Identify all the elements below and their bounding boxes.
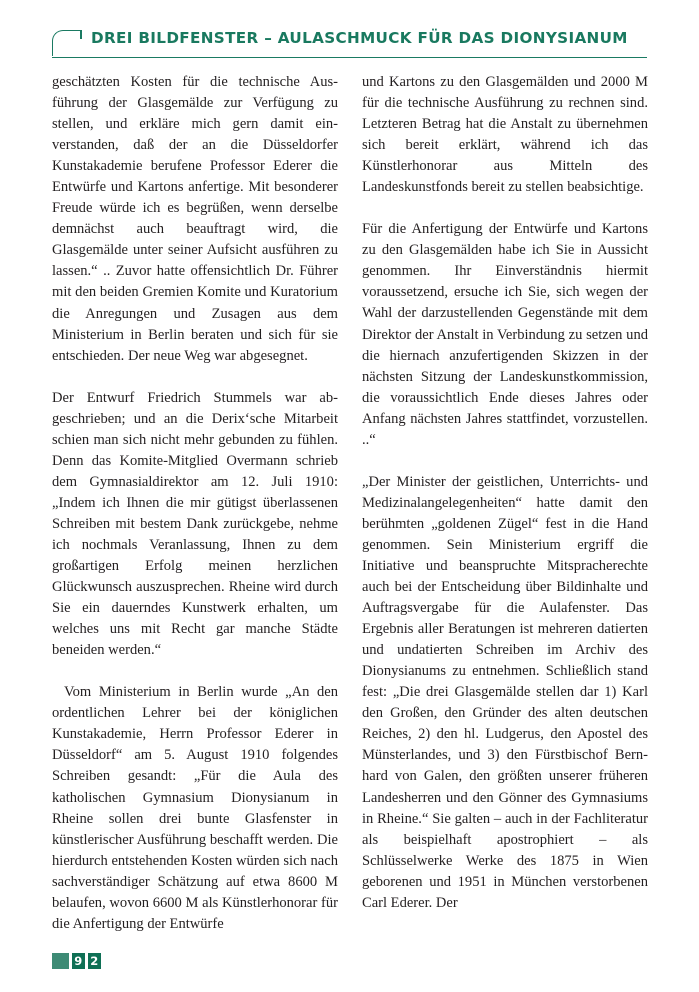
header-divider [52, 57, 647, 59]
page-footer [52, 952, 101, 970]
page-header [52, 28, 647, 60]
page-number-digit-ones: 2 [88, 953, 102, 969]
text-column-right [362, 72, 648, 934]
paragraph: Vom Ministerium in Berlin wurde „An den ordentlichen Lehrer bei der königlichen Kunstakademie, Herrn Professor Ederer in Düsseldorf“ am 5. August 1910 folgendes Schreiben gesandt: „Für die Aula des katholischen Gymnasium Dionysianum in Rheine sollen drei bunte Glasfenster in künstlerischer Ausführung beschafft werden. Die hierdurch entstehenden Kosten würden sich nach sachverständiger Schätzung auf etwa 8600 M belaufen, wovon 6600 M als Künstlerhonorar für die Anfertigung der Entwürfe [52, 684, 338, 932]
rounded-corner-bracket-icon [52, 30, 82, 56]
bracket-stub-icon [80, 30, 82, 39]
paragraph: „Der Minister der geistlichen, Unterrichts- und Medizinalangelegenheiten“ hatte damit den berühmten „goldenen Zügel“ fest in die Hand genommen. Sein Ministerium ergriff die Initiative und beanspruchte Mitspracherechte auch bei der Entscheidung über Bildinhalte und Auftragsvergabe für die Aulafenster. Das Ergebnis aller Beratungen ist mehreren datierten und undatierten Schreiben im Archiv des Dionysianums zu entnehmen. Schließlich stand fest: „Die drei Glasgemälde stellen dar 1) Karl den Großen, den Gründer des alten deutschen Reiches, 2) den hl. Ludgerus, den Apostel des Münsterlandes, und 3) den Fürstbischof Bernhard von Galen, den größten unserer früheren Landesherren und den Gönner des Gymnasiums in Rheine.“ Sie galten – auch in der Fachliteratur als beispielhaft apostrophiert – als Schlüsselwerke Werke des 1875 in Wien geborenen und 1951 in München verstorbenen Carl Ederer. Der [362, 473, 648, 911]
text-column-left [52, 72, 338, 934]
paragraph: Für die Anfertigung der Entwürfe und Kartons zu den Glasgemälden habe ich Sie in Aussicht genommen. Ihr Einverständnis hiermit voraussetzend, ersuche ich Sie, sich wegen der Wahl der darzustellenden Gegenstände mit dem Direktor der Anstalt in Verbindung zu setzen und die hiernach anzufertigenden Skizzen in der nächsten Sitzung der Landeskunstkommission, die voraussichtlich Ende dieses Jahres oder Anfang nächsten Jahres stattfindet, vorzustellen. ..“ [362, 221, 648, 448]
paragraph: geschätzten Kosten für die technische Ausführung der Glasgemälde zur Verfügung zu stellen, und erkläre mich gern damit einverstanden, daß der an die Düsseldorfer Kunstakademie berufene Professor Ederer die Entwürfe und Kartons anfertige. Mit besonderer Freude würde ich es begrüßen, wenn derselbe demnächst auch beauftragt wird, die Glasgemälde unter seiner Aufsicht ausführen zu lassen.“ .. Zuvor hatte offensichtlich Dr. Führer mit den beiden Gremien Komite und Kuratorium die Anregungen und Zusagen aus dem Ministerium in Berlin beraten und sich für sie entschieden. Der neue Weg war abgesegnet. [52, 74, 338, 364]
footer-square-icon [52, 953, 69, 969]
page-title: DREI BILDFENSTER – AULASCHMUCK FÜR DAS DIONYSIANUM [91, 29, 628, 47]
page-number-digit-tens: 9 [72, 953, 86, 969]
paragraph: Der Entwurf Friedrich Stummels war abgeschrieben; und an die Derix‘sche Mitarbeit schien man sich nicht mehr gebunden zu fühlen. Denn das Komite-Mitglied Overmann schrieb dem Gymnasialdirektor am 12. Juli 1910: „Indem ich Ihnen die mir gütigst überlassenen Schreiben mit bestem Dank zurückgebe, nehme ich nochmals Veranlassung, Ihnen zu dem großartigen Erfolg meinen herzlichen Glückwunsch auszusprechen. Rheine wird durch Sie ein dauerndes Kunstwerk erhalten, um welches uns mit Recht gar manche Städte beneiden werden.“ [52, 389, 338, 659]
article-body [52, 72, 648, 934]
paragraph: und Kartons zu den Glasgemälden und 2000 M für die technische Ausführung zu rechnen sind. Letzteren Betrag hat die Anstalt zu übernehmen sich bereit erklärt, während ich das Künstlerhonorar aus Mitteln des Landeskunstfonds bereit zu stellen beabsichtige. [362, 74, 648, 196]
